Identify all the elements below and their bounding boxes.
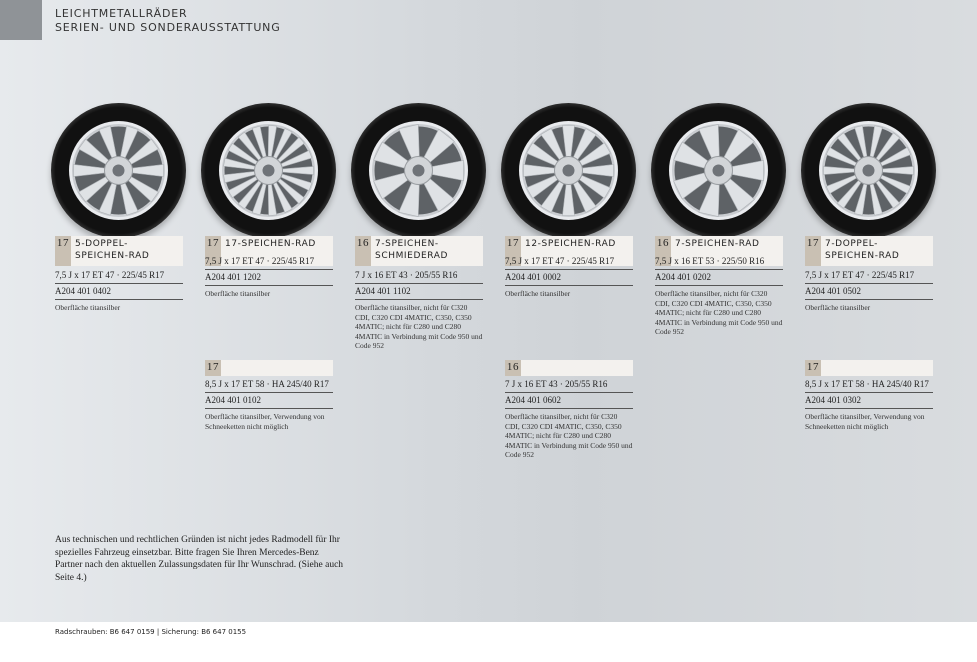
rim-graphic — [51, 103, 186, 238]
wheel-image — [501, 103, 636, 238]
rim-size-badge: 17 — [505, 236, 521, 266]
extra-wheel-spec — [805, 377, 933, 431]
corner-block — [0, 0, 42, 40]
wheel-dimensions: 7,5 J x 16 ET 53 · 225/50 R16 — [655, 254, 783, 270]
wheel-image — [51, 103, 186, 238]
rim-size-badge: 17 — [55, 236, 71, 266]
header-line-1: LEICHTMETALLRÄDER — [55, 7, 188, 20]
wheel-dimensions: 7,5 J x 17 ET 47 · 225/45 R17 — [55, 268, 183, 284]
wheel-description: Oberfläche titansilber, Verwendung von Schneeketten nicht möglich — [805, 412, 925, 431]
wheel-spec — [205, 254, 333, 299]
wheel-image — [351, 103, 486, 238]
wheel-part-number: A204 401 1102 — [355, 284, 483, 300]
wheel-part-number: A204 401 0202 — [655, 270, 783, 286]
extra-wheel-spec — [205, 377, 333, 431]
wheel-part-number: A204 401 0402 — [55, 284, 183, 300]
wheel-part-number: A204 401 0102 — [205, 393, 333, 409]
rim-graphic — [351, 103, 486, 238]
rim-graphic — [501, 103, 636, 238]
wheel-image — [201, 103, 336, 238]
wheel-description: Oberfläche titansilber — [55, 303, 121, 312]
wheel-part-number: A204 401 0302 — [805, 393, 933, 409]
wheel-name: 7-DOPPEL- SPEICHEN-RAD — [825, 239, 900, 261]
extra-size-tag — [505, 360, 633, 376]
rim-graphic — [801, 103, 936, 238]
rim-size-badge: 16 — [505, 360, 521, 376]
wheel-image — [651, 103, 786, 238]
rim-size-badge: 17 — [805, 360, 821, 376]
rim-graphic — [651, 103, 786, 238]
wheel-dimensions: 8,5 J x 17 ET 58 · HA 245/40 R17 — [805, 377, 933, 393]
wheel-part-number: A204 401 0002 — [505, 270, 633, 286]
wheel-dimensions: 8,5 J x 17 ET 58 · HA 245/40 R17 — [205, 377, 333, 393]
wheel-description: Oberfläche titansilber, nicht für C320 CDI, C320 CDI 4MATIC, C350, C350 4MATIC; nicht für C280 und C280 4MATIC in Verbindung mit Code 950 und Code 952 — [505, 412, 633, 459]
wheel-title-tag — [55, 236, 183, 266]
wheel-dimensions: 7 J x 16 ET 43 · 205/55 R16 — [355, 268, 483, 284]
page-header — [55, 7, 281, 35]
wheel-spec — [505, 254, 633, 299]
wheel-part-number: A204 401 0502 — [805, 284, 933, 300]
wheel-description: Oberfläche titansilber — [505, 289, 571, 298]
wheel-spec — [55, 268, 183, 313]
wheel-part-number: A204 401 0602 — [505, 393, 633, 409]
wheel-name: 7-SPEICHEN- SCHMIEDERAD — [375, 239, 449, 261]
rim-size-badge: 16 — [355, 236, 371, 266]
footer-part-numbers: Radschrauben: B6 647 0159 | Sicherung: B6 647 0155 — [55, 628, 247, 636]
footnote: Aus technischen und rechtlichen Gründen ist nicht jedes Radmodell für Ihr spezielles Fahrzeug einsetzbar. Bitte fragen Sie Ihren Mercedes-Benz Partner nach den aktuellen Zulassungsdaten für Ihr Wunschrad. (Siehe auch Seite 4.) — [55, 535, 344, 583]
rim-size-badge: 16 — [655, 236, 671, 266]
rim-size-badge: 17 — [205, 236, 221, 266]
wheel-name: 12-SPEICHEN-RAD — [525, 239, 616, 249]
wheel-title-tag — [805, 236, 933, 266]
wheel-name: 5-DOPPEL- SPEICHEN-RAD — [75, 239, 150, 261]
wheel-title-tag — [355, 236, 483, 266]
rim-size-badge: 17 — [205, 360, 221, 376]
wheel-dimensions: 7,5 J x 17 ET 47 · 225/45 R17 — [505, 254, 633, 270]
wheel-dimensions: 7 J x 16 ET 43 · 205/55 R16 — [505, 377, 633, 393]
wheel-spec — [805, 268, 933, 313]
extra-wheel-spec — [505, 377, 633, 460]
wheel-dimensions: 7,5 J x 17 ET 47 · 225/45 R17 — [805, 268, 933, 284]
wheel-dimensions: 7,5 J x 17 ET 47 · 225/45 R17 — [205, 254, 333, 270]
wheel-description: Oberfläche titansilber — [205, 289, 271, 298]
wheel-name: 17-SPEICHEN-RAD — [225, 239, 316, 249]
header-line-2: SERIEN- UND SONDERAUSSTATTUNG — [55, 21, 281, 34]
wheel-name: 7-SPEICHEN-RAD — [675, 239, 760, 249]
wheel-image — [801, 103, 936, 238]
wheel-part-number: A204 401 1202 — [205, 270, 333, 286]
wheel-description: Oberfläche titansilber, nicht für C320 CDI, C320 CDI 4MATIC, C350, C350 4MATIC; nicht für C280 und C280 4MATIC in Verbindung mit Code 950 und Code 952 — [355, 303, 483, 350]
wheel-description: Oberfläche titansilber, nicht für C320 CDI, C320 CDI 4MATIC, C350, C350 4MATIC; nicht für C280 und C280 4MATIC in Verbindung mit Code 950 und Code 952 — [655, 289, 783, 336]
rim-size-badge: 17 — [805, 236, 821, 266]
wheel-description: Oberfläche titansilber, Verwendung von Schneeketten nicht möglich — [205, 412, 325, 431]
extra-size-tag — [805, 360, 933, 376]
wheel-spec — [655, 254, 783, 337]
extra-size-tag — [205, 360, 333, 376]
rim-graphic — [201, 103, 336, 238]
wheel-description: Oberfläche titansilber — [805, 303, 871, 312]
wheel-spec — [355, 268, 483, 351]
